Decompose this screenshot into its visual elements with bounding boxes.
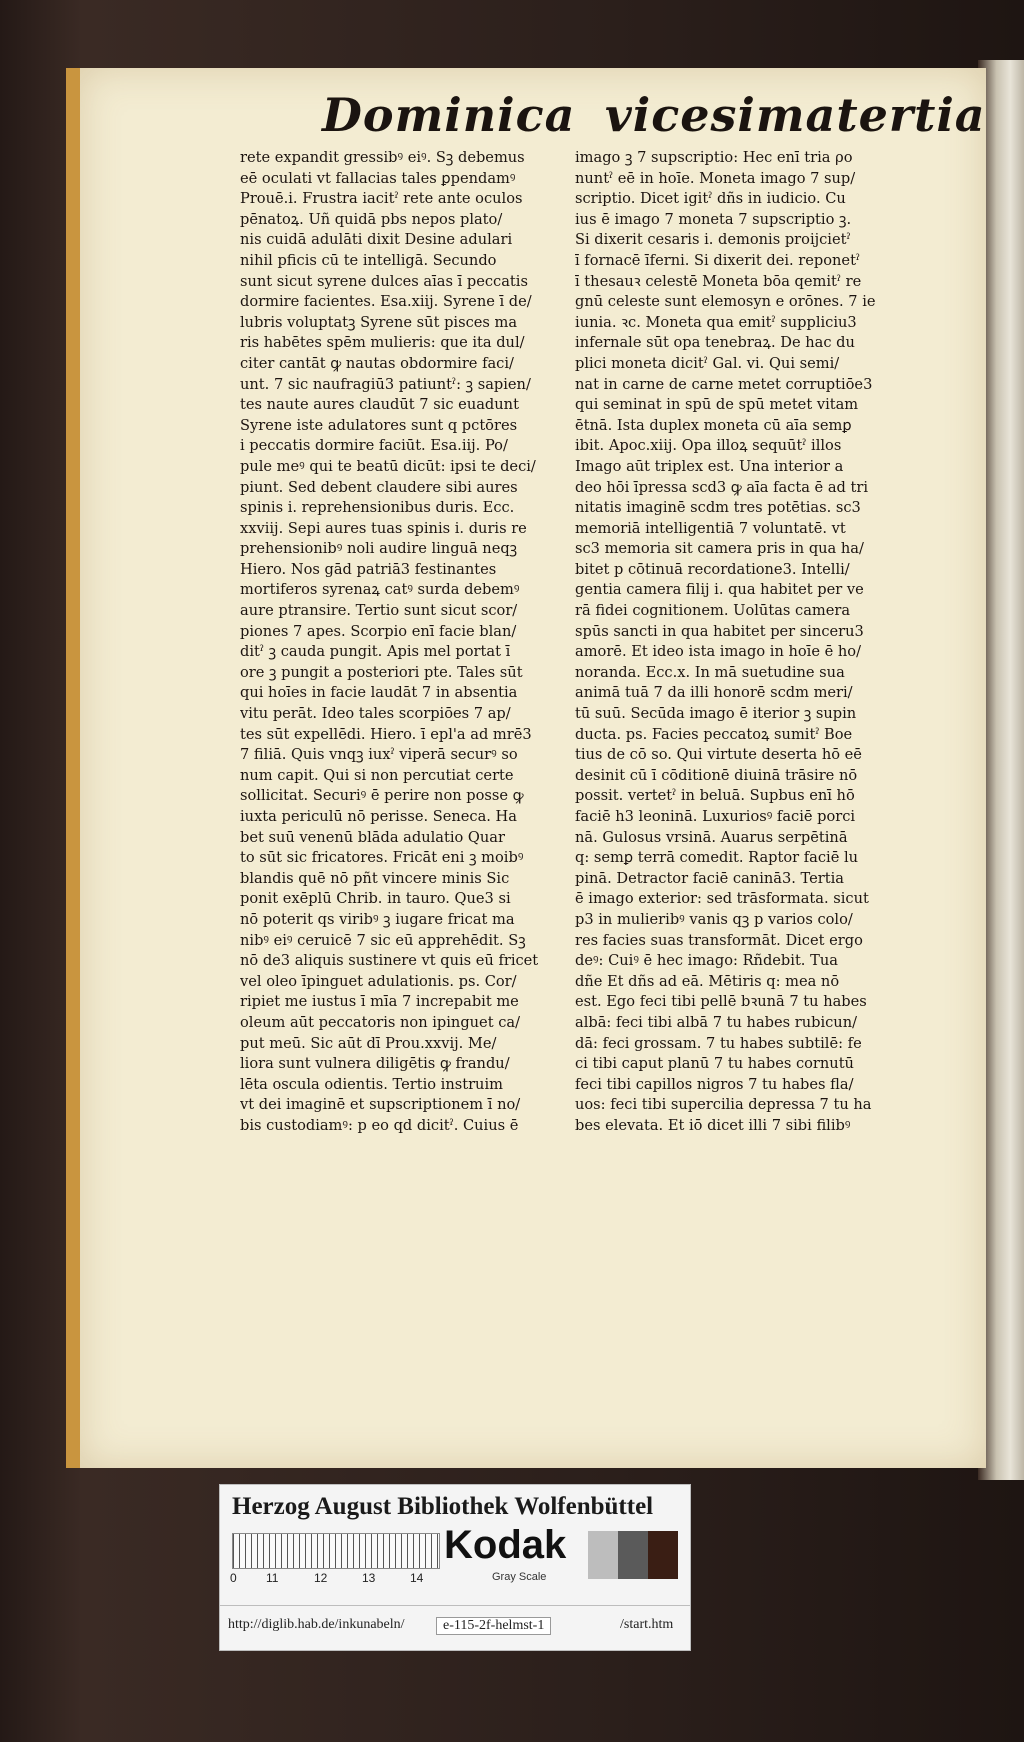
text-line: nō de3 aliquis sustinere vt quis eū fricet xyxy=(240,952,539,970)
footer-url: http://diglib.hab.de/inkunabeln/ xyxy=(228,1617,405,1632)
text-line: nat in carne de carne metet corruptiōe3 xyxy=(575,375,873,393)
text-line: qui seminat in spū de spū metet vitam xyxy=(575,396,859,414)
text-line: put meū. Sic aūt dī Prou.xxvij. Me/ xyxy=(240,1034,497,1052)
color-target-card xyxy=(219,1484,691,1651)
text-line: eē oculati vt fallacias tales ꝑpendamꝰ xyxy=(240,169,516,187)
text-line: 7 filiā. Quis vnqꝫ iuxˀ viperā securꝰ so xyxy=(240,746,518,764)
text-line: nitatis imaginē scdm tres potētias. sc3 xyxy=(575,499,861,517)
text-line: ētnā. Ista duplex moneta cū aīa semꝑ xyxy=(575,416,852,434)
page-heading-right: vicesimatertia xyxy=(605,88,986,142)
text-line: iuxta periculū nō perisse. Seneca. Ha xyxy=(240,808,517,825)
text-line: blandis quē nō pñt vincere minis Sic xyxy=(240,869,510,887)
text-line: scriptio. Dicet igitˀ dñs in iudicio. Cu xyxy=(575,190,846,208)
text-line: faciē h3 leoninā. Luxuriosꝰ faciē porci xyxy=(575,808,856,825)
text-line: dormire facientes. Esa.xiij. Syrene ī de/ xyxy=(240,293,532,311)
text-line: ī fornacē īferni. Si dixerit dei. reponetˀ xyxy=(575,251,861,269)
kodak-logo: Kodak xyxy=(444,1523,567,1567)
text-line: dñe Et dñs ad eā. Mētiris q: mea nō xyxy=(575,972,840,990)
text-line: animā tuā 7 da illi honorē scdm meri/ xyxy=(575,684,853,702)
text-line: aure ptransire. Tertio sunt sicut scor/ xyxy=(240,602,518,620)
text-line: vitu perāt. Ideo tales scorpiōes 7 ap/ xyxy=(240,705,511,723)
text-line: ibit. Apoc.xiij. Opa illoꝝ sequūtˀ illos xyxy=(575,437,842,455)
text-line: plici moneta dicitˀ Gal. vi. Qui semi/ xyxy=(575,354,840,372)
text-line: ore ꝫ pungit a posteriori pte. Tales sūt xyxy=(240,663,523,681)
text-line: Prouē.i. Frustra iacitˀ rete ante oculos xyxy=(240,190,523,208)
gray-swatch xyxy=(618,1531,648,1579)
text-line: pinā. Detractor faciē caninā3. Tertia xyxy=(575,869,844,887)
scale-number: 0 xyxy=(230,1571,237,1585)
gray-scale-label: Gray Scale xyxy=(492,1571,547,1583)
text-line: sollicitat. Securiꝰ ē perire non posse ꝙ xyxy=(240,787,524,805)
text-line: nā. Gulosus vrsinā. Auarus serpētinā xyxy=(575,828,848,846)
text-line: prehensionibꝰ noli audire linguā neqꝫ xyxy=(240,540,518,558)
gray-swatch xyxy=(588,1531,618,1579)
gray-swatches xyxy=(588,1531,678,1579)
text-line: vt dei imaginē et supscriptionem ī no/ xyxy=(240,1096,521,1114)
text-line: ditˀ ꝫ cauda pungit. Apis mel portat ī xyxy=(240,643,511,661)
text-line: tū suū. Secūda imago ē iterior ꝫ supin xyxy=(575,705,857,723)
text-line: Hiero. Nos gād patriā3 festinantes xyxy=(240,560,497,578)
text-line: Imago aūt triplex est. Una interior a xyxy=(575,457,844,475)
text-line: albā: feci tibi albā 7 tu habes rubicun/ xyxy=(575,1013,858,1031)
text-line: ius ē imago 7 moneta 7 supscriptio ꝫ. xyxy=(575,210,852,228)
scale-number: 14 xyxy=(410,1571,424,1585)
text-line: ducta. ps. Facies peccatoꝝ sumitˀ Boe xyxy=(575,725,853,743)
text-line: ripiet me iustus ī mīa 7 increpabit me xyxy=(240,993,519,1011)
scale-number: 11 xyxy=(266,1571,279,1585)
text-line: tes sūt expellēdi. Hiero. ī epl'a ad mrē3 xyxy=(240,725,532,743)
text-line: to sūt sic fricatores. Fricāt eni ꝫ moibꝰ xyxy=(240,849,524,867)
text-line: ris habētes spēm mulieris: que ita dul/ xyxy=(240,334,525,352)
card-divider xyxy=(220,1605,690,1606)
text-line: nibꝰ eiꝰ ceruicē 7 sic eū apprehēdit. Sꝫ xyxy=(240,931,526,949)
text-line: pule meꝰ qui te beatū dicūt: ipsi te deci/ xyxy=(240,457,536,475)
text-line: deo hōi īpressa scd3 ꝙ aīa facta ē ad tri xyxy=(575,478,869,496)
text-line: spūs sancti in qua habitet per sinceru3 xyxy=(575,622,864,640)
text-line: lēta oscula odientis. Tertio instruim xyxy=(240,1075,503,1093)
text-column-right xyxy=(575,148,905,1137)
text-line: qui hoīes in facie laudāt 7 in absentia xyxy=(240,684,518,702)
text-line: xxviij. Sepi aures tuas spinis i. duris re xyxy=(240,519,527,537)
text-line: nō poterit qs viribꝰ ꝫ iugare fricat ma xyxy=(240,910,515,928)
gray-scale-ruler xyxy=(232,1533,440,1569)
text-line: deꝰ: Cuiꝰ ē hec imago: Rñdebit. Tua xyxy=(575,952,838,970)
text-line: pēnatoꝝ. Uñ quidā pbs nepos plato/ xyxy=(240,210,503,228)
text-line: nuntˀ eē in hoīe. Moneta imago 7 sup/ xyxy=(575,169,856,187)
text-line: citer cantāt ꝙ nautas obdormire faci/ xyxy=(240,354,514,372)
text-line: liora sunt vulnera diligētis ꝙ frandu/ xyxy=(240,1055,510,1073)
text-line: mortiferos syrenaꝝ catꝰ surda debemꝰ xyxy=(240,581,520,599)
text-line: Si dixerit cesaris i. demonis proijcietˀ xyxy=(575,231,851,249)
text-line: imago ꝫ 7 supscriptio: Hec enī tria ρo xyxy=(575,149,853,166)
text-line: tius de cō so. Qui virtute deserta hō eē xyxy=(575,746,862,764)
text-line: p3 in mulieribꝰ vanis qꝫ p varios colo/ xyxy=(575,910,853,928)
text-line: gentia camera filij i. qua habitet per ve xyxy=(575,581,864,599)
footer-start: /start.htm xyxy=(620,1617,674,1632)
gray-swatch xyxy=(648,1531,678,1579)
text-line: sc3 memoria sit camera pris in qua ha/ xyxy=(575,540,864,558)
text-line: ci tibi caput planū 7 tu habes cornutū xyxy=(575,1055,854,1073)
text-line: dā: feci grossam. 7 tu habes subtilē: fe xyxy=(575,1034,862,1052)
text-line: sunt sicut syrene dulces aīas ī peccatis xyxy=(240,272,528,290)
text-line: spinis i. reprehensionibus duris. Ecc. xyxy=(240,499,515,517)
footer-id: e-115-2f-helmst-1 xyxy=(436,1617,551,1635)
text-line: piones 7 apes. Scorpio enī facie blan/ xyxy=(240,622,517,640)
text-line: res facies suas transformāt. Dicet ergo xyxy=(575,931,863,949)
text-line: q: semꝑ terrā comedit. Raptor faciē lu xyxy=(575,849,859,867)
text-line: bis custodiamꝰ: p eo qd dicitˀ. Cuius ē xyxy=(240,1116,519,1134)
text-line: Syrene iste adulatores sunt q pctōres xyxy=(240,416,518,434)
scale-numbers xyxy=(230,1571,450,1587)
text-line: oleum aūt peccatoris non ipinguet ca/ xyxy=(240,1013,520,1031)
text-line: iunia. ꝛc. Moneta qua emitˀ suppliciu3 xyxy=(575,313,857,331)
text-line: bes elevata. Et iō dicet illi 7 sibi filibꝰ xyxy=(575,1116,851,1134)
text-line: bet suū venenū blāda adulatio Quar xyxy=(240,828,505,846)
text-line: i peccatis dormire faciūt. Esa.iij. Po/ xyxy=(240,437,508,455)
text-line: amorē. Et ideo ista imago in hoīe ē ho/ xyxy=(575,643,861,661)
page-heading-left: Dominica xyxy=(322,88,576,142)
text-line: possit. vertetˀ in beluā. Supbus enī hō xyxy=(575,787,855,805)
text-line: bitet p cōtinuā recordatione3. Intelli/ xyxy=(575,560,850,578)
text-line: unt. 7 sic naufragiū3 patiuntˀ: ꝫ sapien/ xyxy=(240,375,531,393)
text-line: gnū celeste sunt elemosyn e orōnes. 7 ie xyxy=(575,293,876,311)
text-line: vel oleo īpinguet adulationis. ps. Cor/ xyxy=(240,972,517,990)
text-line: noranda. Ecc.x. In mā suetudine sua xyxy=(575,663,845,681)
text-line: ē imago exterior: sed trāsformata. sicut xyxy=(575,890,869,908)
text-line: infernale sūt opa tenebraꝝ. De hac du xyxy=(575,334,855,352)
text-line: rā fidei cognitionem. Uolūtas camera xyxy=(575,602,851,620)
library-title: Herzog August Bibliothek Wolfenbüttel xyxy=(232,1493,654,1520)
text-line: desinit cū ī cōditionē diuinā trāsire nō xyxy=(575,766,858,784)
text-line: nis cuidā adulāti dixit Desine adulari xyxy=(240,231,513,249)
text-line: memoriā intelligentiā 7 voluntatē. vt xyxy=(575,519,846,537)
text-line: lubris voluptatꝫ Syrene sūt pisces ma xyxy=(240,313,518,331)
text-line: ī thesauꝛ celestē Moneta bōa qemitˀ re xyxy=(575,272,862,290)
text-column-left xyxy=(240,148,570,1137)
text-line: num capit. Qui si non percutiat certe xyxy=(240,766,514,784)
text-line: tes naute aures claudūt 7 sic euadunt xyxy=(240,396,519,414)
text-line: uos: feci tibi supercilia depressa 7 tu ha xyxy=(575,1096,872,1114)
text-line: est. Ego feci tibi pellē bꝛunā 7 tu habes xyxy=(575,993,867,1011)
text-line: feci tibi capillos nigros 7 tu habes fla/ xyxy=(575,1075,854,1093)
text-line: ponit exēplū Chrib. in tauro. Que3 si xyxy=(240,890,511,908)
text-line: piunt. Sed debent claudere sibi aures xyxy=(240,478,518,496)
scale-number: 12 xyxy=(314,1571,328,1585)
text-line: rete expandit gressibꝰ eiꝰ. Sꝫ debemus xyxy=(240,149,525,166)
text-line: nihil pficis cū te intelligā. Secundo xyxy=(240,251,497,269)
scale-number: 13 xyxy=(362,1571,376,1585)
